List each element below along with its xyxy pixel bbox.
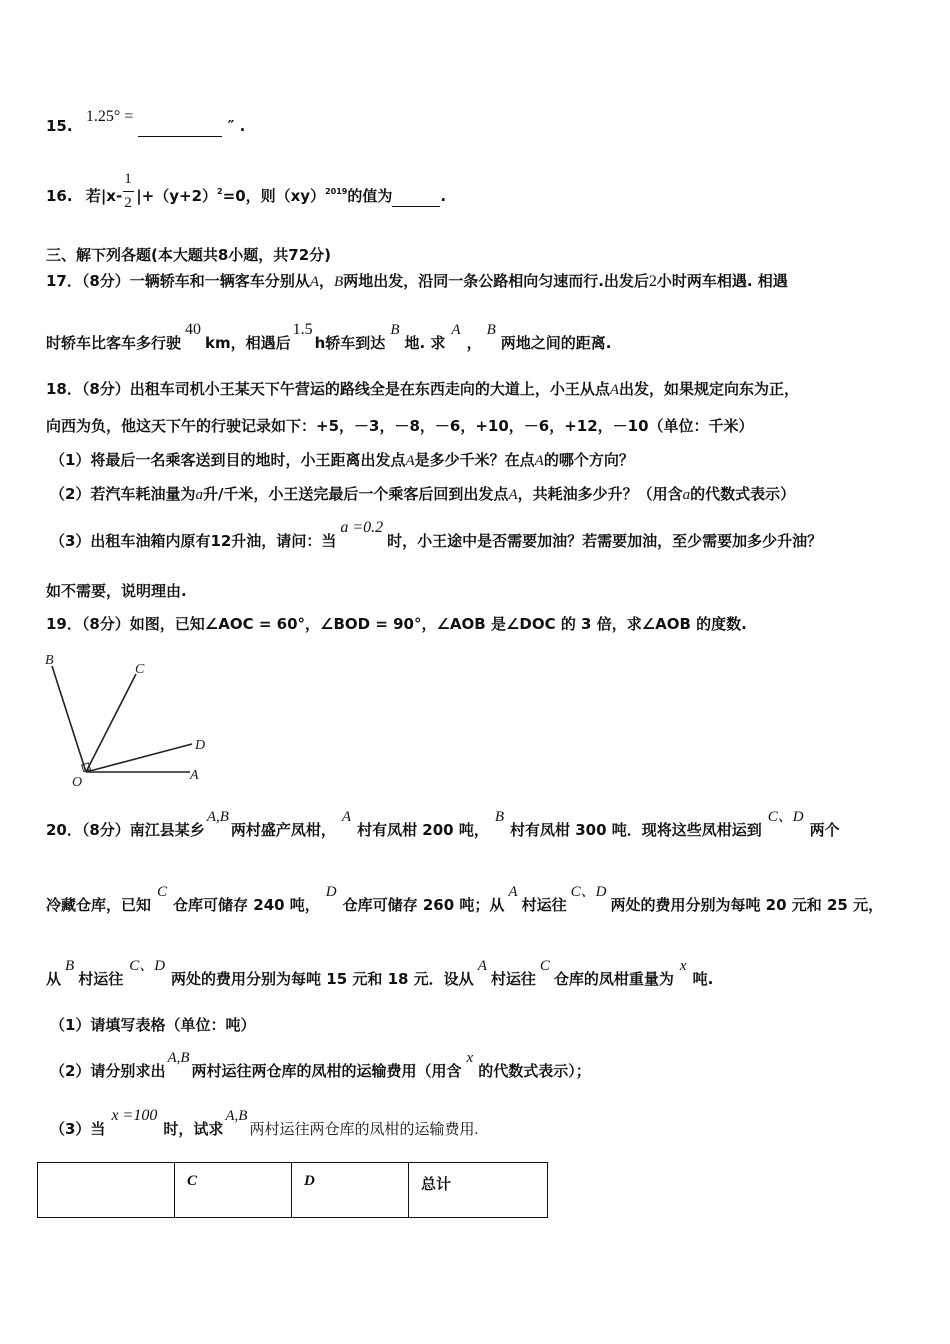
label-A: A bbox=[190, 768, 199, 783]
q17-line1: 17．（8分）一辆轿车和一辆客车分别从A，B两地出发，沿同一条公路相向匀速而行.出发后2小时两车相遇. 相遇 bbox=[46, 272, 788, 290]
section-heading: 三、解下列各题(本大题共8小题，共72分) bbox=[46, 246, 332, 264]
q20-sub3: （3）当x =100时，试求A,B两村运往两仓库的凤柑的运输费用. bbox=[50, 1107, 479, 1138]
ray-OD bbox=[86, 744, 192, 772]
label-D: D bbox=[195, 738, 206, 753]
ray-OC bbox=[86, 674, 136, 772]
ray-OB bbox=[52, 666, 86, 772]
q16-blank bbox=[392, 186, 440, 207]
table-header-total: 总计 bbox=[409, 1163, 548, 1218]
q18-line1: 18．（8分）出租车司机小王某天下午营运的路线全是在东西走向的大道上，小王从点A出发，如果规定向东为正， bbox=[46, 380, 800, 398]
q20-line1: 20．（8分）南江县某乡A,B两村盛产凤柑，A村有凤柑 200 吨，B村有凤柑 300 吨．现将这些凤柑运到C、D两个 bbox=[46, 809, 840, 839]
q18-sub1: （1）将最后一名乘客送到目的地时，小王距离出发点A是多少千米？在点A的哪个方向？ bbox=[50, 451, 634, 469]
table-row bbox=[38, 1163, 548, 1218]
q17-line2: 时轿车比客车多行驶40km，相遇后1.5h轿车到达B地. 求A，B两地之间的距离. bbox=[46, 321, 612, 352]
label-B: B bbox=[45, 653, 54, 668]
q16: 16. 若|x- $\frac{1}{2}$ $|+(y+2)^2=0$，则（xy）$^{2019}$的值为 . bbox=[46, 170, 447, 211]
q20-sub1: （1）请填写表格（单位：吨） bbox=[50, 1016, 256, 1034]
angle-figure bbox=[40, 648, 210, 790]
q15-blank bbox=[138, 116, 222, 137]
q19-text: 19．（8分）如图，已知∠AOC = 60°，∠BOD = 90°，∠AOB 是∠DOC 的 3 倍，求∠AOB 的度数. bbox=[46, 615, 747, 633]
q18-sub3-cont: 如不需要，说明理由. bbox=[46, 582, 187, 600]
table-header-c: C bbox=[175, 1163, 292, 1218]
fraction-half: $\frac{1}{2}$ bbox=[122, 187, 136, 207]
label-C: C bbox=[135, 662, 145, 677]
table-cell-empty bbox=[38, 1163, 175, 1218]
label-O: O bbox=[72, 775, 83, 790]
q20-line3: 从B村运往C、D两处的费用分别为每吨 15 元和 18 元．设从A村运往C仓库的凤柑重量为x吨. bbox=[46, 958, 714, 988]
q18-line2: 向西为负，他这天下午的行驶记录如下：+5，－3，－8，－6，+10，－6，+12，－10（单位：千米） bbox=[46, 417, 754, 435]
q20-sub2: （2）请分别求出A,B两村运往两仓库的凤柑的运输费用（用含x的代数式表示）； bbox=[50, 1050, 591, 1080]
q18-sub3: （3）出租车油箱内原有12升油，请问：当a =0.2时，小王途中是否需要加油？若需要加油，至少需要加多少升油？ bbox=[50, 519, 823, 550]
storage-table bbox=[37, 1162, 548, 1218]
table-header-d: D bbox=[292, 1163, 409, 1218]
q15: 15. 1.25° = ″ . bbox=[46, 108, 246, 135]
q18-sub2: （2）若汽车耗油量为a升/千米，小王送完最后一个乘客后回到出发点A，共耗油多少升？（用含a的代数式表示） bbox=[50, 485, 796, 503]
q20-line2: 冷藏仓库，已知C仓库可储存 240 吨，D仓库可储存 260 吨；从A村运往C、D两处的费用分别为每吨 20 元和 25 元， bbox=[46, 884, 884, 914]
